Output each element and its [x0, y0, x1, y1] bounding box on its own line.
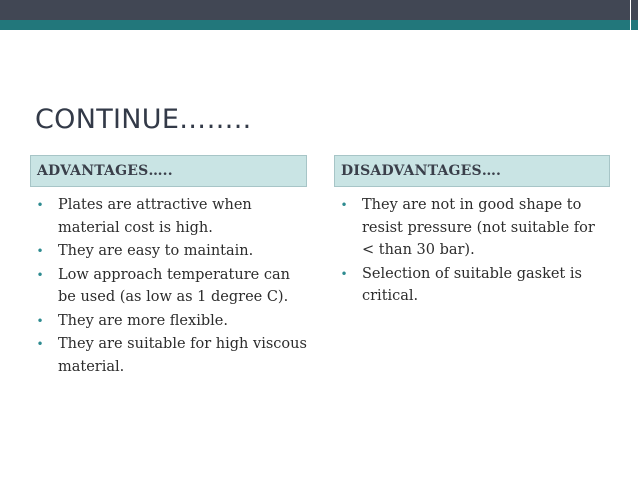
list-item — [29, 333, 311, 378]
list-item — [333, 263, 603, 308]
list-item — [29, 194, 311, 239]
disadvantages-heading: DISADVANTAGES…. — [334, 155, 610, 187]
advantages-list — [29, 194, 311, 379]
slide-title: CONTINUE…….. — [35, 104, 252, 135]
banner-divider — [630, 0, 631, 31]
bullet-icon: • — [36, 267, 44, 282]
advantages-heading: ADVANTAGES….. — [30, 155, 307, 187]
list-item — [29, 264, 311, 309]
bullet-icon: • — [36, 337, 44, 351]
bullet-icon: • — [340, 266, 348, 281]
disadvantage-text: Selection of suitable gasket is critical. — [362, 265, 582, 304]
advantage-text: Plates are attractive when material cost is high. — [58, 197, 252, 236]
list-item — [29, 240, 311, 263]
bullet-icon: • — [36, 244, 44, 258]
advantage-text: Low approach temperature can be used (as low as 1 degree C). — [58, 266, 290, 305]
disadvantage-text: They are not in good shape to resist pressure (not suitable for < than 30 bar). — [362, 197, 595, 258]
advantage-text: They are suitable for high viscous material. — [58, 336, 307, 375]
bullet-icon: • — [340, 198, 348, 212]
bullet-icon: • — [36, 313, 44, 328]
bullet-icon: • — [36, 198, 44, 212]
top-banner — [0, 0, 638, 20]
list-item — [333, 194, 603, 262]
disadvantages-list — [333, 194, 603, 309]
advantage-text: They are easy to maintain. — [58, 243, 254, 259]
accent-banner — [0, 20, 638, 30]
advantage-text: They are more flexible. — [58, 312, 228, 329]
list-item — [29, 310, 311, 333]
